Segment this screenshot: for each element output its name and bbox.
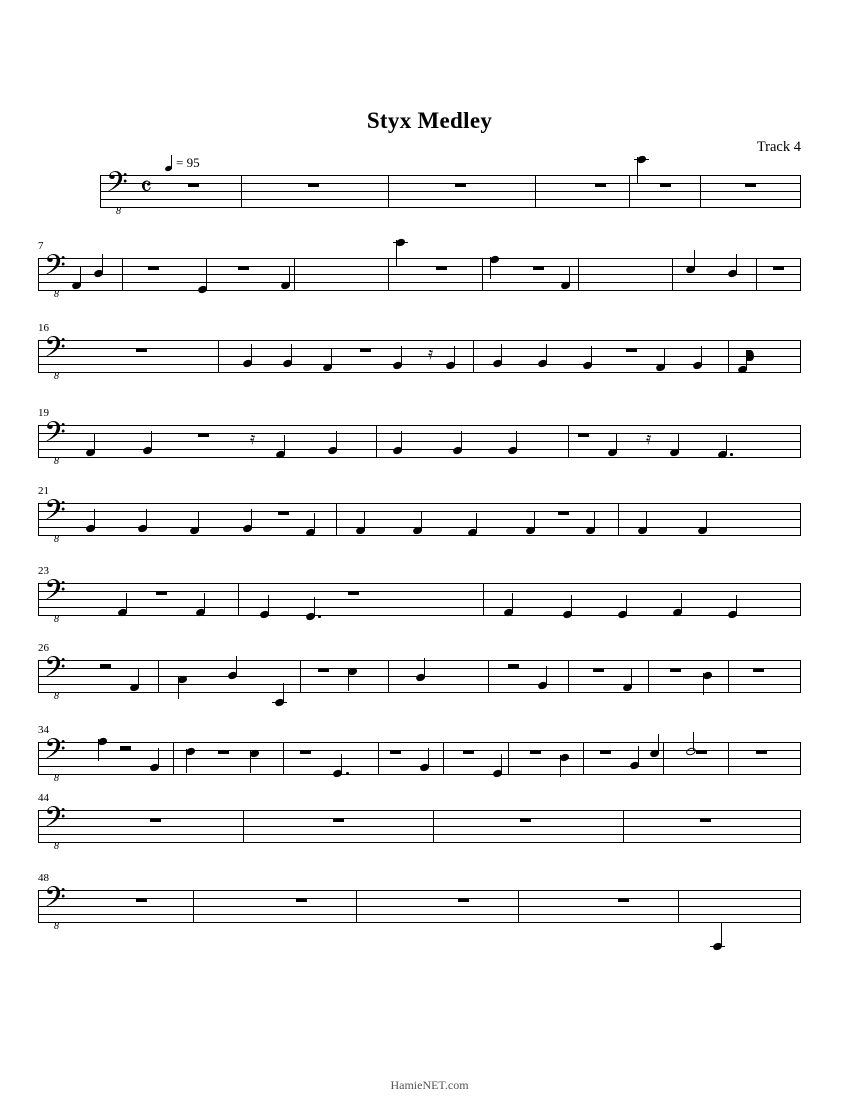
rest-half [300,750,311,754]
measure-number: 19 [38,407,49,419]
rest-half [463,750,474,754]
tempo-marking [165,155,200,171]
bass-clef-icon: 𝄢 [44,733,66,773]
rest-half [348,591,359,595]
track-label: Track 4 [756,139,801,155]
staff-6 [38,574,800,625]
measure-number: 21 [38,485,49,497]
rest-sixteenth: 𝄿 [250,429,256,449]
octave-8-icon: 8 [54,921,59,932]
rest-whole [455,183,466,187]
rest-whole [458,898,469,902]
rest-whole [333,818,344,822]
octave-8-icon: 8 [54,841,59,852]
rest-whole [136,898,147,902]
rest-half [533,266,544,270]
rest-half [360,348,371,352]
rest-whole [308,183,319,187]
octave-8-icon: 8 [116,206,121,217]
rest-half [100,664,111,668]
staff-9 [38,801,800,852]
rest-half [120,746,131,750]
rest-sixteenth: 𝄿 [428,344,434,364]
measure-number: 23 [38,565,49,577]
bass-clef-icon: 𝄢 [44,801,66,841]
footer-watermark: HamieNET.com [390,1078,469,1092]
staff-10 [38,881,800,932]
rest-half [238,266,249,270]
bass-clef-icon: 𝄢 [44,651,66,691]
rest-whole [520,818,531,822]
rest-whole [595,183,606,187]
rest-whole [618,898,629,902]
octave-8-icon: 8 [54,534,59,545]
rest-whole [700,818,711,822]
measure-number: 16 [38,322,49,334]
bass-clef-icon: 𝄢 [44,494,66,534]
rest-whole [188,183,199,187]
rest-half [436,266,447,270]
octave-8-icon: 8 [54,773,59,784]
rest-half [508,664,519,668]
tempo-value: = 95 [176,155,200,170]
time-signature: 𝄴 [140,172,153,203]
rest-half [753,668,764,672]
rest-half [756,750,767,754]
staff-4 [38,416,800,467]
rest-half [198,433,209,437]
rest-sixteenth: 𝄿 [646,429,652,449]
bass-clef-icon: 𝄢 [44,416,66,456]
rest-half [626,348,637,352]
quarter-note-icon [165,155,173,171]
measure-number: 26 [38,642,49,654]
rest-half [558,511,569,515]
measure-number: 44 [38,792,49,804]
rest-half [156,591,167,595]
staff-5 [38,494,800,545]
staff-3 [38,331,800,382]
octave-8-icon: 8 [54,456,59,467]
rest-whole [136,348,147,352]
rest-whole [660,183,671,187]
rest-half [696,750,707,754]
page-title: Styx Medley [366,108,493,133]
rest-half [578,433,589,437]
staff-2 [38,249,800,300]
staff-8 [38,733,800,784]
rest-whole [745,183,756,187]
bass-clef-icon: 𝄢 [44,574,66,614]
octave-8-icon: 8 [54,371,59,382]
rest-half [600,750,611,754]
bass-clef-icon: 𝄢 [44,881,66,921]
bass-clef-icon: 𝄢 [44,331,66,371]
measure-number: 48 [38,872,49,884]
rest-half [278,511,289,515]
rest-half [318,668,329,672]
octave-8-icon: 8 [54,691,59,702]
octave-8-icon: 8 [54,289,59,300]
rest-half [593,668,604,672]
measure-number: 7 [38,240,44,252]
measure-number: 34 [38,724,49,736]
rest-whole [150,818,161,822]
rest-half [670,668,681,672]
rest-half [148,266,159,270]
rest-whole [296,898,307,902]
rest-half [218,750,229,754]
bass-clef-icon: 𝄢 [106,166,128,206]
bass-clef-icon: 𝄢 [44,249,66,289]
octave-8-icon: 8 [54,614,59,625]
staff-1 [100,166,800,217]
rest-half [530,750,541,754]
rest-half [390,750,401,754]
staff-7 [38,651,800,702]
rest-half [773,266,784,270]
